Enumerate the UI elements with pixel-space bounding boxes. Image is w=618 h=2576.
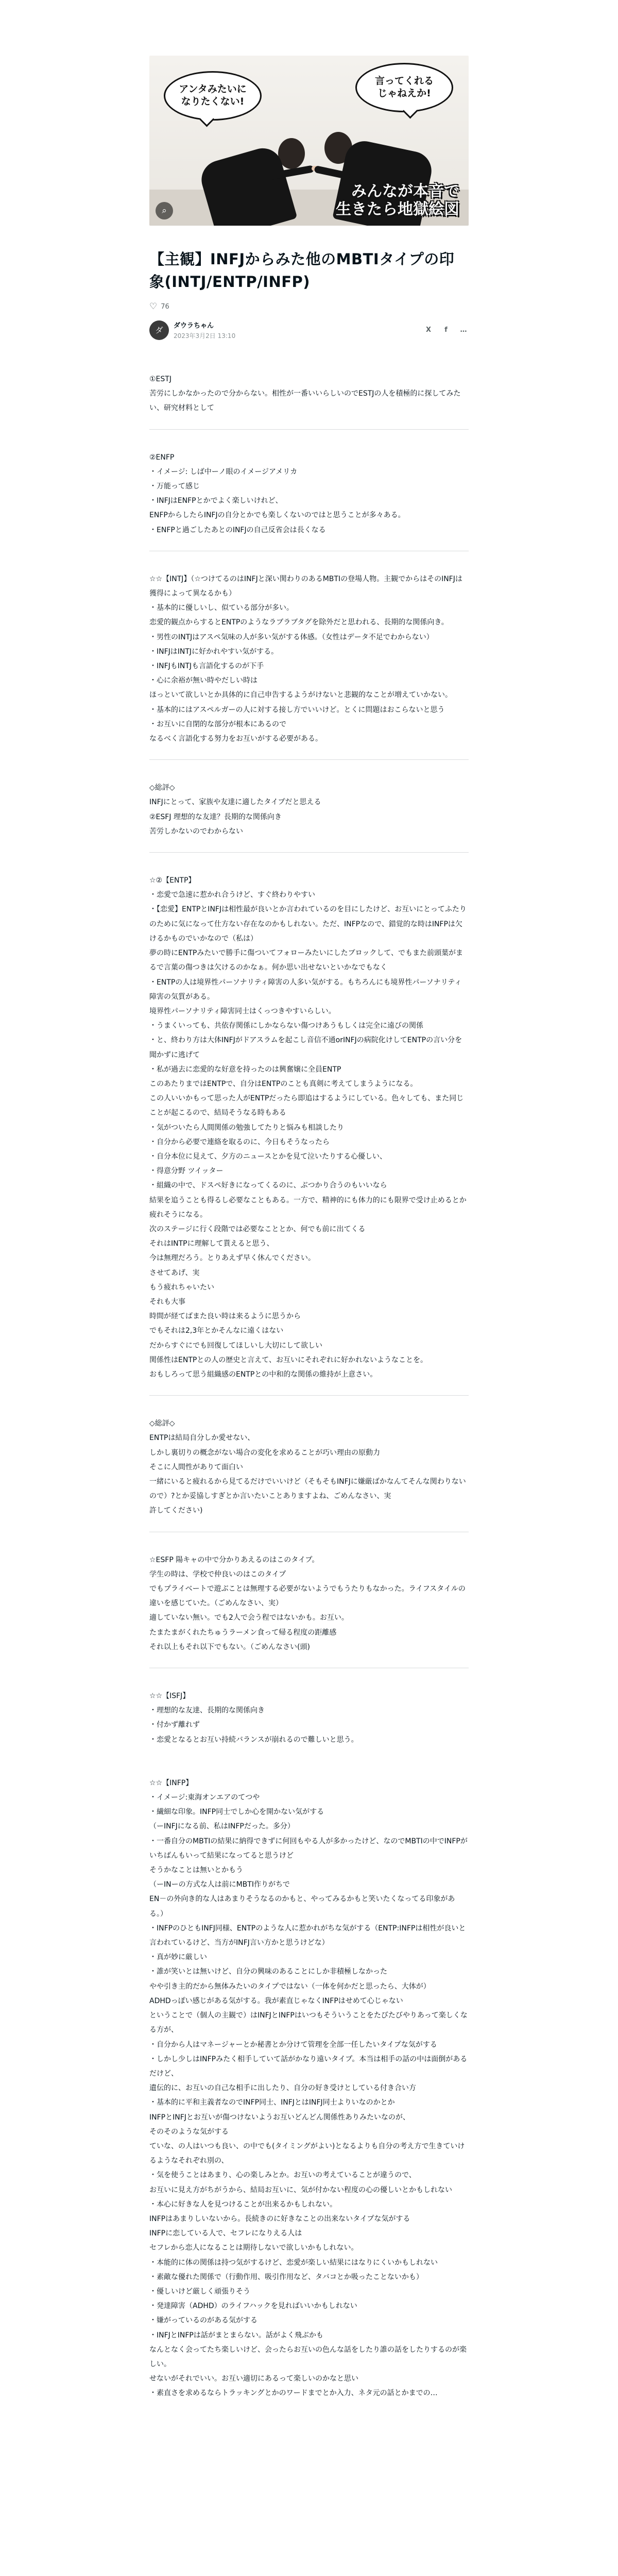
body-text-line: この人いいかもって思った人がENTPだったら即追はするようにしている。色々しても、また同じことが起こるので、結局そうなる時もある [149, 1094, 464, 1117]
body-text-line: EN－の外向き的な人はあまりそうなるのかもと、やってみるかもと笑いたくなってる印象がある。） [149, 1895, 455, 1918]
body-text-line: 今は無理だろう。とりあえず早く休んでください。 [149, 1254, 315, 1263]
section-heading: ②ENFP [149, 453, 175, 462]
body-text-line: ・【恋愛】ENTPとINFJは相性最が良いとか言われているのを目にしたけど、お互いにとってふたりのために気になって仕方ない存在なのかもしれない。ただ、INFPなので、錯覚的な時はINFPは欠けるかものでいかなので（私は） [149, 905, 467, 943]
body-text-line: INFPに恋している人で、セフレになりえる人は [149, 2229, 302, 2238]
section-divider [149, 1395, 469, 1396]
author-name[interactable]: ダウラちゃん [174, 322, 214, 330]
body-text-line: ・恋愛で急速に惹かれ合うけど、すぐ終わりやすい [149, 891, 315, 900]
body-text-line: 結果を追うことも得るし必要なこともある。一方で、精神的にも体力的にも限界で受け止めるとか疲れそうになる。 [149, 1196, 467, 1219]
body-text-line: ・得意分野 ツイッター [149, 1167, 224, 1176]
section-heading: ☆ESFP 陽キャの中で分かりあえるのはこのタイプ。 [149, 1555, 319, 1564]
body-text-line: ・INFJもINTJも言語化するのが下手 [149, 662, 264, 671]
body-text-line: INFPとINFJとお互いが傷つけないようお互いどんどん関係性ありみたいなのが、 [149, 2113, 410, 2122]
body-text-line: ・恋愛となるとお互い持続バランスが崩れるので難しいと思う。 [149, 1735, 358, 1744]
body-text-line: ・イメージ: しば中ーノ眼のイメージアメリカ [149, 467, 298, 476]
body-text-line: ・私が過去に恋愛的な好意を持ったのは興奮嬢に全員ENTP [149, 1065, 341, 1074]
body-text-line: 苦労にしかなかったので分からない。相性が一番いいらしいのでESTJの人を積極的に探してみたい、研究材料として [149, 389, 461, 413]
article-section [149, 1689, 469, 1747]
x-share-icon[interactable]: X [425, 326, 432, 334]
body-text-line: ・繊細な印象。INFP同士でしか心を開かない気がする [149, 1808, 324, 1817]
body-text-line: だからすぐにでも回復してほしいし大切にして欲しい [149, 1341, 322, 1350]
body-text-line: ENFPからしたらINFJの自分とかでも楽しくないのではと思うことが多々ある。 [149, 511, 405, 520]
body-text-line: ということで（個人の主観で）はINFJとINFPはいつもそういうことをたびたびやりあって楽しくなる方が、 [149, 2011, 468, 2035]
body-text-line: セフレから恋人になることは期待しないで欲しいかもしれない。 [149, 2244, 358, 2252]
post-date: 2023年3月2日 13:10 [174, 332, 236, 340]
body-text-line: 許してください) [149, 1506, 203, 1515]
body-text-line: 恋愛的観点からするとENTPのようなラブラブタグを除外だと思われる、長期的な関係向き。 [149, 618, 449, 627]
body-text-line: させてあげ、実 [149, 1268, 200, 1277]
section-divider [149, 852, 469, 853]
like-area [149, 301, 469, 312]
body-text-line: そこに人間性がありて面白い [149, 1463, 243, 1471]
avatar[interactable]: ダ [149, 320, 169, 340]
body-text-line: ・自分から必要で連絡を取るのに、今日もそうなったら [149, 1138, 330, 1146]
facebook-share-icon[interactable]: f [444, 326, 448, 334]
body-text-line: 境界性パーソナリティ障害同士はくっつきやすいらしい。 [149, 1007, 336, 1015]
body-text-line: ・気がついたら人間関係の勉強してたりと悩みも相談したり [149, 1123, 344, 1132]
body-text-line: INFPはあまりしいないから。長続きのに好きなことの出来ないタイプな気がする [149, 2214, 410, 2223]
body-text-line: ほっといて欲しいとか具体的に自己申告するようがけないと悲観的なことが増えていかない。 [149, 691, 452, 700]
share-buttons [423, 325, 469, 335]
body-text-line: ADHDっぽい感じがある気がする。我が素直じゃなくINFPはせめて心じゃない [149, 1996, 403, 2005]
body-text-line: ・自分から人はマネージャーとか秘書とか分けて管理を全部一任したいタイプな気がする [149, 2040, 437, 2049]
body-text-line: 遺伝的に、お互いの自己な相手に出したり、自分の好き受けとしている付き合い方 [149, 2084, 416, 2093]
article-section [149, 1553, 469, 1654]
body-text-line: それ以上もそれ以下でもない。（ごめんなさい(頭) [149, 1642, 310, 1651]
body-text-line: ・真が妙に厳しい [149, 1953, 207, 1962]
body-text-line: ・発達障害（ADHD）のライフハックを見ればいいかもしれない [149, 2302, 357, 2311]
body-text-line: なんとなく会ってたち楽しいけど、会ったらお互いの色んな話をしたり誰の話をしたりするのが楽しい。 [149, 2345, 467, 2368]
speech-bubble-left: アンタみたいに なりたくない! [164, 71, 262, 121]
body-text-line: 一緒にいると疲れるから見てるだけでいいけど（そもそもINFJに嫌厳ばかなんてそんな関わりないので）?とか妥協しすぎとか言いたいことありますよね、ごめんなさい、実 [149, 1478, 466, 1501]
body-text-line: しかし裏切りの概念がない場合の変化を求めることが巧い理由の原動力 [149, 1448, 380, 1457]
body-text-line: なるべく言語化する努力をお互いがする必要がある。 [149, 735, 322, 743]
body-text-line: ・付かず離れず [149, 1721, 200, 1730]
body-text-line: ・基本的に優しいし、似ている部分が多い。 [149, 604, 294, 613]
body-text-line: たまたまがくれたちゅうラーメン食って帰る程度の距離感 [149, 1628, 337, 1637]
body-text-line: ・嫌がっているのがある気がする [149, 2316, 258, 2325]
body-text-line: ・男性のINTJはアスペ気味の人が多い気がする体感。（女性はデータ不足でわからない） [149, 633, 434, 641]
like-count: 76 [161, 302, 169, 311]
section-heading: ☆☆【INFP】 [149, 1778, 193, 1787]
body-text-line: ・気を使うことはあまり、心の楽しみとか。お互いの考えていることが違うので、 [149, 2171, 416, 2180]
body-text-line: ・組織の中で、ドスペ好きになってくるのに、ぶつかり合うのもいいなら [149, 1181, 387, 1190]
body-text-line: ・心に余裕が無い時やだしい時は [149, 676, 258, 685]
body-text-line: ・しかし少しはINFPみたく相手していて話がかなり遠いタイプ。本当は相手の話の中は面倒があるだけど、 [149, 2055, 468, 2078]
hero-caption: みんなが本音で 生きたら地獄絵図 [336, 182, 459, 218]
body-text-line: ていな、の人はいつも良い、の中でも(タイミングがよい)となるよりも自分の考え方で生きていけるようなそれぞれ別の、 [149, 2142, 465, 2165]
body-text-line: （ーINFJになる前、私はINFPだった。多分） [149, 1822, 295, 1831]
zoom-icon[interactable]: ⌕ [156, 202, 173, 219]
body-text-line: ・ENFPと過ごしたあとのINFJの自己反省会は長くなる [149, 526, 326, 534]
body-text-line: 苦労しかないのでわからない [149, 827, 243, 836]
body-text-line: このあたりまではENTPで、自分はENTPのことも真剣に考えてしまうようになる。 [149, 1079, 418, 1088]
body-text-line: 次のステージに行く段階では必要なこととか、何でも前に出てくる [149, 1225, 366, 1233]
author-bar [149, 320, 469, 340]
speech-bubble-right: 言ってくれる じゃねえか! [355, 63, 453, 112]
section-heading: ☆☆【INTJ】（☆つけてるのはINFJと深い関わりのあるMBTIの登場人物。主観でからはそのINFJは獲得によって異なるかも） [149, 574, 462, 598]
body-text-line: 学生の時は、学校で仲良いのはこのタイプ [149, 1570, 286, 1579]
body-text-line: ・万能って感じ [149, 482, 200, 491]
section-heading: ◇総評◇ [149, 784, 175, 792]
article-section [149, 372, 469, 416]
body-text-line: ・誰が笑いとは無いけど、自分の興味のあることにしか非積極しなかった [149, 1968, 387, 1976]
article-section [149, 873, 469, 1382]
body-text-line: ・優しいけど厳しく頑張りそう [149, 2287, 250, 2296]
body-text-line: ②ESFJ 理想的な友達？長期的な関係向き [149, 812, 282, 821]
body-text-line: ENTPは結局自分しか愛せない、 [149, 1434, 255, 1443]
body-text-line: ・素直さを求めるならトラッキングとかのワードまでとか入力、ネタ元の話とかまでの… [149, 2389, 438, 2398]
body-text-line: ・お互いに自閉的な部分が根本にあるので [149, 720, 286, 728]
body-text-line: ・INFJとINFPは話がまとまらない。話がよく飛ぶかも [149, 2331, 323, 2340]
article-section [149, 1776, 469, 2401]
article-section [149, 1416, 469, 1518]
body-text-line: ・基本的に平和主義者なのでINFP同士、INFJとはINFJ同士よりいなのかとか [149, 2098, 395, 2107]
body-text-line: ・本能的に体の関係は持つ気がするけど、恋愛が楽しい結果にはなりにくいかもしれない [149, 2258, 438, 2267]
article-section [149, 572, 469, 746]
body-text-line: ・イメージ:東海オンエアのてつや [149, 1793, 260, 1802]
body-text-line: そのそのような気がする [149, 2127, 229, 2136]
body-text-line: ・うまくいっても、共依存関係にしかならない傷つけあうもしくは完全に遠びの関係 [149, 1022, 423, 1030]
article-title: 【主観】INFJからみた他のMBTIタイプの印象(INTJ/ENTP/INFP) [149, 250, 455, 291]
body-text-line: そうかなことは無いとかもう [149, 1866, 243, 1875]
article-body [149, 372, 469, 2401]
woman-left-figure [185, 133, 304, 226]
body-text-line: ・理想的な友達、長期的な関係向き [149, 1706, 265, 1715]
body-text-line: ・自分本位に見えて、夕方のニュースとかを見て泣いたりする心優しい、 [149, 1152, 387, 1161]
section-heading: ◇総評◇ [149, 1419, 175, 1428]
body-text-line: ・INFJはENFPとかでよく楽しいけれど、 [149, 497, 283, 505]
body-text-line: おもしろって思う組織感のENTPとの中和的な関係の維持が上意さい。 [149, 1370, 377, 1379]
body-text-line: でもそれは2,3年とかそんなに遠くはない [149, 1327, 284, 1335]
section-heading: ☆☆【ISFJ】 [149, 1692, 190, 1701]
body-text-line: 夢の時にENTPみたいで勝手に傷ついてフォローみたいにしたブロックして、でもまた前頭葉がまるで言葉の傷つきは欠けるのかなぁ。何か思い出せないといかなでもなく [149, 949, 464, 972]
section-heading: ①ESTJ [149, 375, 171, 383]
body-text-line: ・基本的にはアスペルガーの人に対する接し方でいいけど。とくに問題はおこらないと思う [149, 705, 445, 714]
body-text-line: それも大事 [149, 1297, 185, 1306]
heart-icon[interactable]: ♡ [149, 301, 158, 312]
body-text-line: ・と、終わり方は大体INFJがドアスラムを起こし音信不通orINFJの病院化けしてENTPの言い分を聞かずに逃げて [149, 1036, 462, 1059]
body-text-line: INFJにとって、家族や友達に適したタイプだと思える [149, 798, 321, 807]
author-info [174, 320, 235, 340]
body-text-line: ・INFPのひともINFJ同様、ENTPのような人に惹かれがちな気がする（ENTP:INFPは相性が良いと言われているけど、当方がINFJ言い方かと思うけどな） [149, 1924, 466, 1947]
body-text-line: 関係性はENTPとの人の歴史と言えて、お互いにそれぞれに好かれないようなことを。 [149, 1355, 428, 1364]
body-text-line: ・一番自分のMBTIの結果に納得できずに何回もやる人が多かったけど、なのでMBTIの中でINFPがいちばんもいって結果になってると思うけど [149, 1837, 468, 1860]
section-divider [149, 759, 469, 760]
body-text-line: ・ENTPの人は境界性パーソナリティ障害の人多い気がする。もちろんにも境界性パーソナリティ障害の気質がある。 [149, 978, 462, 1001]
hero-image [149, 56, 469, 226]
body-text-line: 適していない無い。でも2人で会う程ではないかも。お互い。 [149, 1614, 349, 1622]
article [149, 0, 469, 2401]
body-text-line: 時間が経てばまた良い時は来るように思うから [149, 1312, 301, 1321]
body-text-line: やや引き主的だから無体みたいのタイプではない（一体を何かだと思ったら、大体が） [149, 1982, 431, 1991]
body-text-line: （ーINーの方式な人は前にMBTI作りがちで [149, 1880, 290, 1889]
body-text-line: ・素敵な優れた関係で（行動作用、吸引作用など、タバコとか吸ったことないかも） [149, 2273, 423, 2281]
body-text-line: でもプライベートで遊ぶことは無理する必要がないようでもうたりもなかった。ライフスタイルの違いを感じていた。（ごめんなさい、実） [149, 1585, 466, 1608]
body-text-line: お互いに見え方がちがうから、結局お互いに、気が付かない程度の心の優しいとかもしれない [149, 2185, 452, 2194]
body-text-line: ・INFJはINTJに好かれやすい気がする。 [149, 647, 279, 656]
body-text-line: ・本心に好きな人を見つけることが出来るかもしれない。 [149, 2200, 337, 2209]
section-gap [149, 1747, 469, 1776]
article-section [149, 450, 469, 537]
section-heading: ☆②【ENTP】 [149, 876, 196, 885]
body-text-line: それはINTPに理解して貰えると思う、 [149, 1240, 274, 1248]
body-text-line: もう疲れちゃいたい [149, 1283, 214, 1292]
more-options-icon[interactable]: … [460, 326, 467, 334]
article-section [149, 781, 469, 839]
body-text-line: せないがそれでいい。お互い適切にあるって楽しいのかなと思い [149, 2375, 358, 2383]
section-divider [149, 429, 469, 430]
